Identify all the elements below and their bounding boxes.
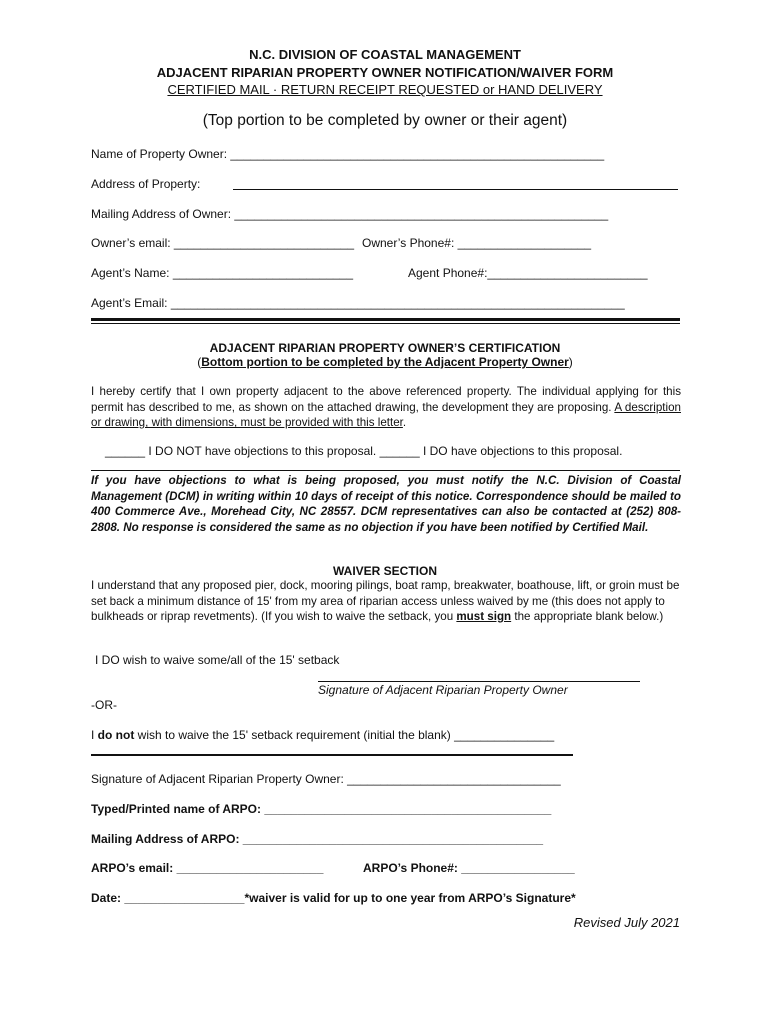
owner-mailing-address-field[interactable]: Mailing Address of Owner: ________________________________________________________ — [91, 207, 609, 221]
objection-notice: If you have objections to what is being proposed, you must notify the N.C. Division of Coastal Management (DCM) in writing within 10 days of receipt of this notice. Correspondence should be mailed to 400 Commerce Ave., Morehead City, NC 28557. DCM representatives can also be contacted at (252) 808-2808. No response is considered the same as no objection if you have been notified by Certified Mail. — [91, 474, 681, 534]
waiver-signature-line[interactable] — [318, 681, 640, 682]
waiver-statement: I understand that any proposed pier, dock, mooring pilings, boat ramp, breakwater, boathouse, lift, or groin must be set back a minimum distance of 15' from my area of riparian access unless waived by me (this does not apply to bulkheads or riprap revetments). (If you wish to waive the setback, you must sign the appropriate blank below.) — [91, 579, 680, 623]
owner-phone-field[interactable]: Owner’s Phone#: ____________________ — [362, 236, 592, 250]
objection-choice-line[interactable]: ______ I DO NOT have objections to this proposal. ______ I DO have objections to this proposal. — [105, 444, 623, 458]
arpo-date-field[interactable]: Date: __________________*waiver is valid for up to one year from ARPO’s Signature* — [91, 891, 576, 905]
arpo-name-field[interactable]: Typed/Printed name of ARPO: ___________________________________________ — [91, 802, 552, 816]
objection-divider — [91, 470, 680, 471]
do-waive-option: I DO wish to waive some/all of the 15' setback — [95, 653, 340, 667]
do-not-waive-option[interactable]: I do not wish to waive the 15' setback requirement (initial the blank) _______________ — [91, 728, 555, 742]
waiver-signature-caption: Signature of Adjacent Riparian Property Owner — [318, 683, 568, 697]
agent-email-field[interactable]: Agent’s Email: ____________________________________________________________________ — [91, 296, 625, 310]
agent-name-field[interactable]: Agent’s Name: ___________________________ — [91, 266, 354, 280]
revision-date: Revised July 2021 — [573, 915, 680, 930]
or-separator: -OR- — [91, 698, 117, 712]
arpo-email-field[interactable]: ARPO’s email: ______________________ — [91, 861, 324, 875]
property-address-label: Address of Property: — [91, 177, 201, 191]
header-title-2: ADJACENT RIPARIAN PROPERTY OWNER NOTIFICATION/WAIVER FORM — [156, 65, 614, 80]
certification-statement: I hereby certify that I own property adjacent to the above referenced property. The individual applying for this permit has described to me, as shown on the attached drawing, the development they are proposing. A description or drawing, with dimensions, must be provided with this letter. — [91, 385, 681, 429]
certification-title: ADJACENT RIPARIAN PROPERTY OWNER’S CERTIFICATION — [209, 341, 561, 355]
arpo-mailing-address-field[interactable]: Mailing Address of ARPO: _____________________________________________ — [91, 832, 544, 846]
header-title-1: N.C. DIVISION OF COASTAL MANAGEMENT — [249, 47, 521, 62]
certification-subtitle: (Bottom portion to be completed by the Adjacent Property Owner) — [197, 355, 573, 369]
waiver-section-title: WAIVER SECTION — [332, 564, 437, 578]
property-address-line[interactable] — [233, 189, 678, 190]
agent-phone-field[interactable]: Agent Phone#:________________________ — [408, 266, 648, 280]
do-not-waive-rule — [91, 754, 573, 756]
property-owner-name-field[interactable]: Name of Property Owner: ________________________________________________________ — [91, 147, 605, 161]
owner-email-field[interactable]: Owner’s email: ___________________________ — [91, 236, 355, 250]
arpo-phone-field[interactable]: ARPO’s Phone#: _________________ — [363, 861, 575, 875]
top-portion-instruction: (Top portion to be completed by owner or their agent) — [202, 112, 568, 129]
header-delivery-method: CERTIFIED MAIL · RETURN RECEIPT REQUESTED or HAND DELIVERY — [167, 82, 603, 97]
adjacent-owner-signature-field[interactable]: Signature of Adjacent Riparian Property Owner: ________________________________ — [91, 772, 561, 786]
